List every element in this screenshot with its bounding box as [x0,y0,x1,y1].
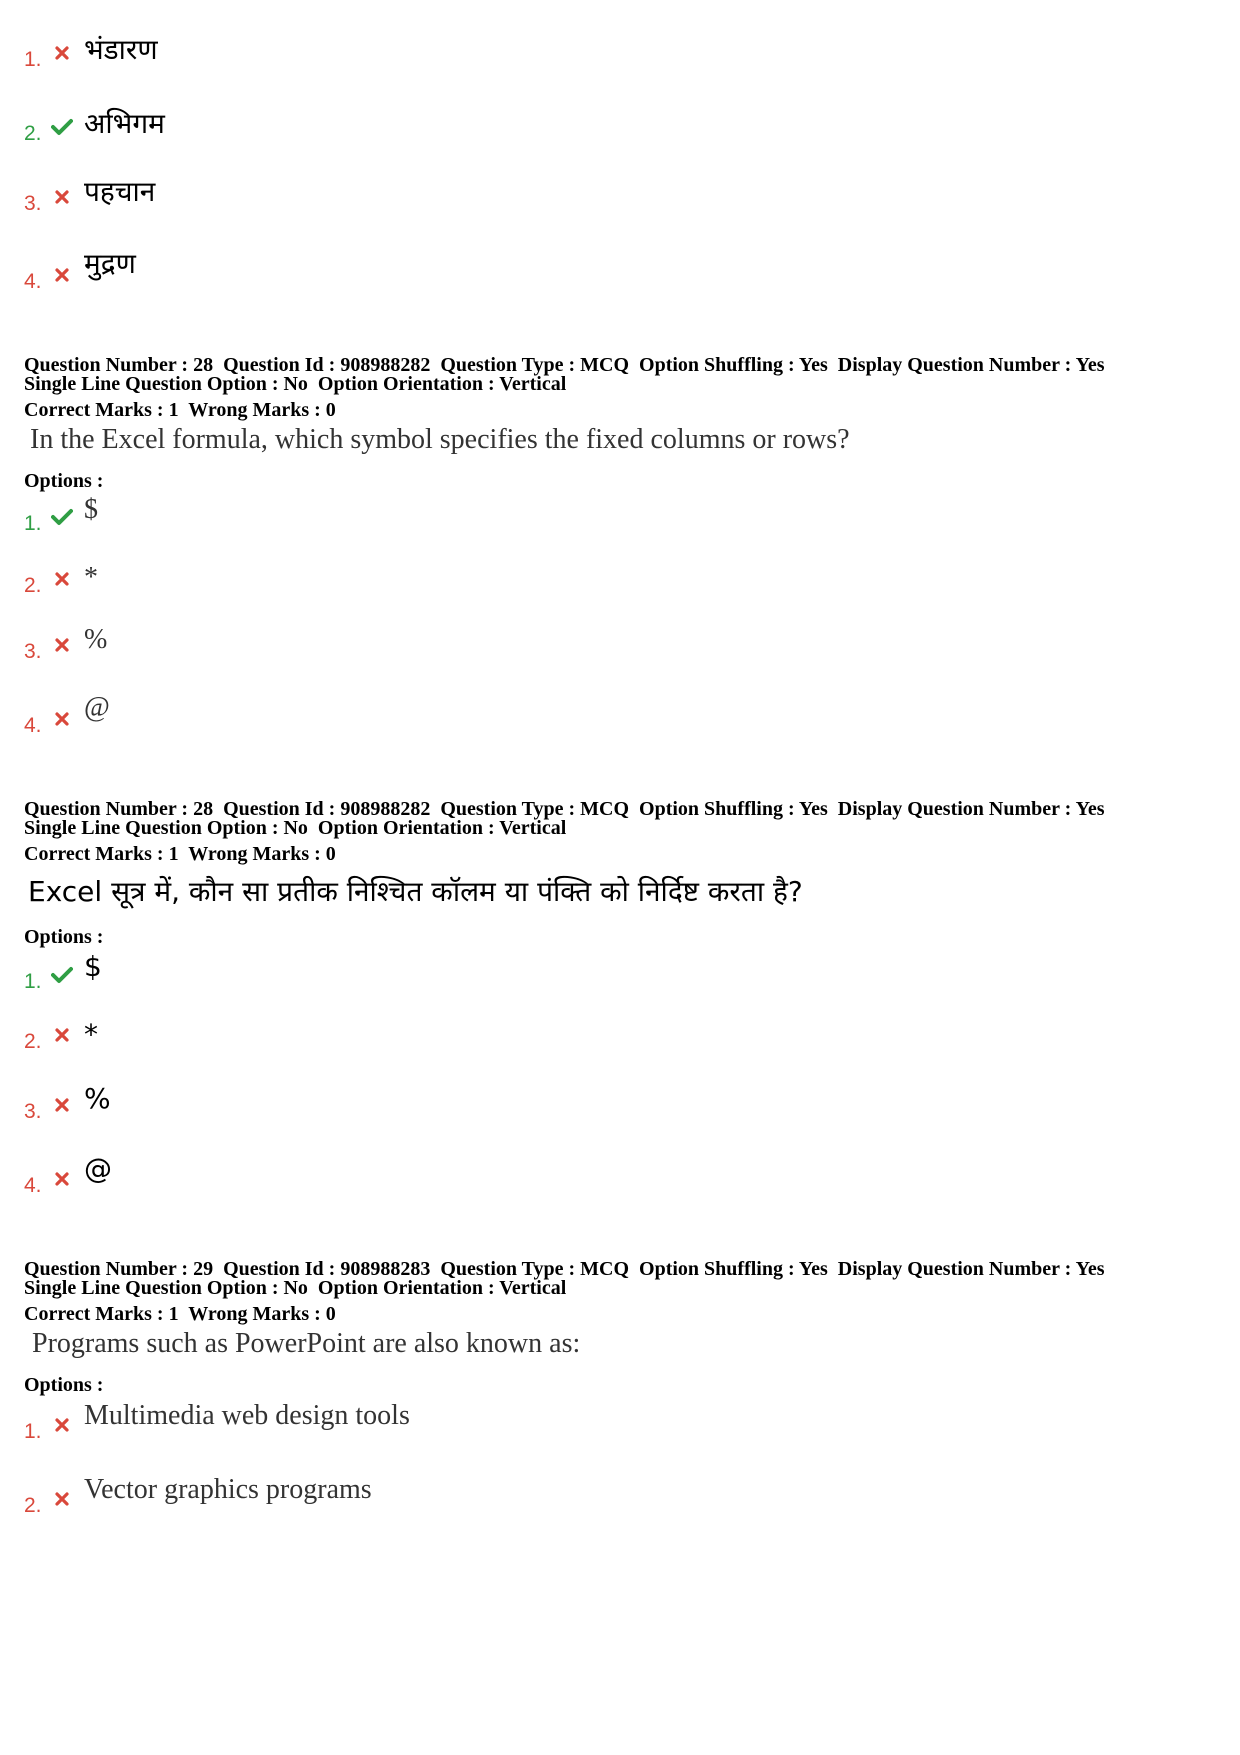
option-text: @ [84,1152,112,1185]
option-number: 2. [24,574,42,597]
check-icon [51,508,73,526]
option-text: मुद्रण [84,247,136,280]
question-text: In the Excel formula, which symbol specifies the fixed columns or rows? [30,424,850,455]
question-text: Programs such as PowerPoint are also known as: [32,1328,581,1359]
options-label: Options : [24,926,104,948]
cross-icon [55,572,69,586]
question-meta-line: Single Line Question Option : No Option Orientation : Vertical [24,1277,567,1299]
marks-info: Correct Marks : 1 Wrong Marks : 0 [24,1303,336,1325]
question-meta-line: Single Line Question Option : No Option Orientation : Vertical [24,373,567,395]
marks-info: Correct Marks : 1 Wrong Marks : 0 [24,843,336,865]
options-label: Options : [24,1374,104,1396]
option-number: 1. [24,970,42,993]
option-text: भंडारण [84,33,158,66]
option-text: अभिगम [84,107,165,140]
option-number: 3. [24,192,42,215]
option-number: 1. [24,1420,42,1443]
option-text: पहचान [84,175,156,208]
option-number: 4. [24,270,42,293]
marks-info: Correct Marks : 1 Wrong Marks : 0 [24,399,336,421]
cross-icon [55,1418,69,1432]
option-number: 3. [24,640,42,663]
question-meta-line: Question Number : 28 Question Id : 908988282 Question Type : MCQ Option Shuffling : Yes Display Question Number : Yes [24,354,1105,376]
check-icon [51,118,73,136]
option-text: Vector graphics programs [84,1474,372,1505]
option-number: 4. [24,714,42,737]
cross-icon [55,1028,69,1042]
option-text: @ [84,692,110,723]
cross-icon [55,638,69,652]
option-text: $ [84,950,102,983]
cross-icon [55,712,69,726]
option-number: 2. [24,122,42,145]
option-number: 1. [24,512,42,535]
option-number: 4. [24,1174,42,1197]
cross-icon [55,46,69,60]
question-text: Excel सूत्र में, कौन सा प्रतीक निश्चित कॉलम या पंक्ति को निर्दिष्ट करता है? [28,875,803,908]
option-number: 2. [24,1030,42,1053]
question-meta-line: Single Line Question Option : No Option Orientation : Vertical [24,817,567,839]
option-number: 2. [24,1494,42,1517]
check-icon [51,966,73,984]
cross-icon [55,268,69,282]
option-text: $ [84,494,98,525]
option-text: Multimedia web design tools [84,1400,410,1431]
option-text: * [84,562,98,593]
option-text: % [84,1082,111,1115]
option-number: 3. [24,1100,42,1123]
question-meta-line: Question Number : 29 Question Id : 908988283 Question Type : MCQ Option Shuffling : Yes Display Question Number : Yes [24,1258,1105,1280]
cross-icon [55,1172,69,1186]
cross-icon [55,190,69,204]
option-text: % [84,624,108,655]
cross-icon [55,1492,69,1506]
options-label: Options : [24,470,104,492]
option-text: * [84,1018,98,1051]
question-meta-line: Question Number : 28 Question Id : 908988282 Question Type : MCQ Option Shuffling : Yes Display Question Number : Yes [24,798,1105,820]
option-number: 1. [24,48,42,71]
cross-icon [55,1098,69,1112]
